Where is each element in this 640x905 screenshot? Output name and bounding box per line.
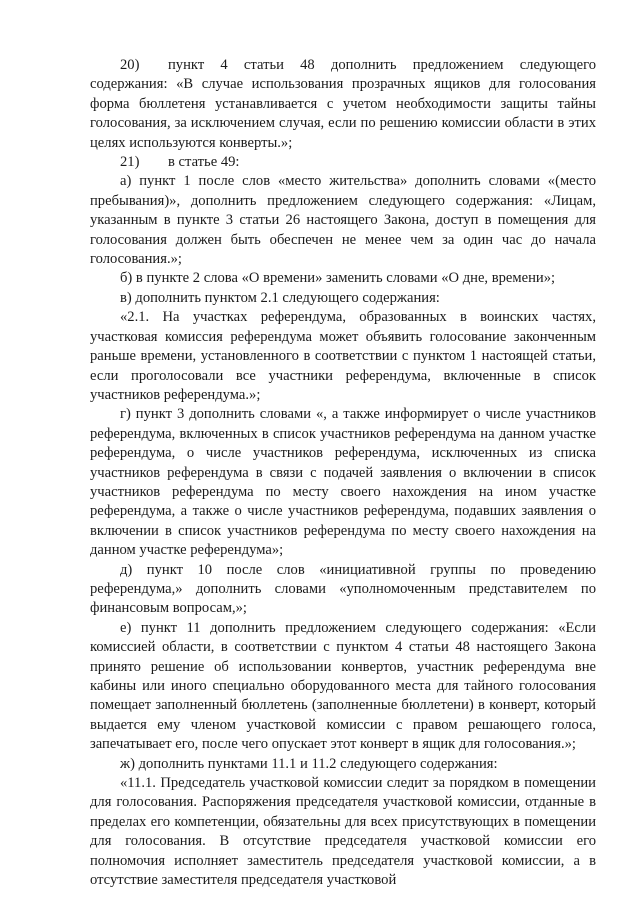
paragraph-21d: д) пункт 10 после слов «инициативной группы по проведению референдума,» дополнить словами «уполномоченным представителем по финансовым вопросам,»; <box>90 561 596 617</box>
item-number: 21) <box>120 154 140 171</box>
paragraph-text: в статье 49: <box>168 154 240 171</box>
paragraph-11-1-quote: «11.1. Председатель участковой комиссии следит за порядком в помещении для голосования. Распоряжения председателя участковой комиссии, отданные в пределах его компетенции, обязательны для всех присутствующих в помещении для голосования. В отсутствие председателя участковой комиссии его полномочия исполняет заместитель председателя участковой комиссии, а в отсутствие заместителя председателя участковой <box>90 775 596 889</box>
paragraph-21a: а) пункт 1 после слов «место жительства» дополнить словами «(место пребывания)», дополнить предложением следующего содержания: «Лицам, указанным в пункте 3 статьи 26 настоящего Закона, доступ в помещения для голосования должен быть обеспечен не менее чем за один час до начала голосования.»; <box>90 173 596 268</box>
paragraph-20 <box>90 56 596 153</box>
paragraph-21b: б) в пункте 2 слова «О времени» заменить словами «О дне, времени»; <box>120 270 556 287</box>
paragraph-21g: г) пункт 3 дополнить словами «, а также информирует о числе участников референдума, включенных в список участников референдума на данном участке референдума, о числе участников референдума, исключенных из списка участников референдума в связи с подачей заявления о включении в список участников референдума по месту своего нахождения на ином участке референдума, а также о числе участников референдума, подавших заявления о включении в список участников референдума по месту своего нахождения на данном участке референдума»; <box>90 406 596 559</box>
paragraph-21v: в) дополнить пунктом 2.1 следующего содержания: <box>120 289 440 306</box>
paragraph-21zh: ж) дополнить пунктами 11.1 и 11.2 следующего содержания: <box>120 755 498 772</box>
document-page <box>90 56 596 890</box>
paragraph-21 <box>90 153 596 172</box>
paragraph-2-1-quote: «2.1. На участках референдума, образованных в воинских частях, участковая комиссия референдума может объявить голосование законченным раньше времени, установленного в соответствии с пунктом 1 настоящей статьи, если проголосовали все участники референдума, включенные в список участников референдума.»; <box>90 309 596 403</box>
item-number: 20) <box>120 57 140 73</box>
paragraph-text: пункт 4 статьи 48 дополнить предложением следующего содержания: «В случае использования прозрачных ящиков для голосования форма бюллетеня устанавливается с учетом необходимости защиты тайны голосования, за исключением случая, если по решению комиссии области в этих целях используются конверты.»; <box>90 57 596 151</box>
paragraph-21e: е) пункт 11 дополнить предложением следующего содержания: «Если комиссией области, в соответствии с пунктом 4 статьи 48 настоящего Закона принято решение об использовании конвертов, участник референдума вне кабины или иного специально оборудованного места для тайного голосования помещает заполненный бюллетень (заполненные бюллетени) в конверт, который выдается ему членом участковой комиссии с правом решающего голоса, запечатывает его, после чего опускает этот конверт в ящик для голосования.»; <box>90 619 596 753</box>
